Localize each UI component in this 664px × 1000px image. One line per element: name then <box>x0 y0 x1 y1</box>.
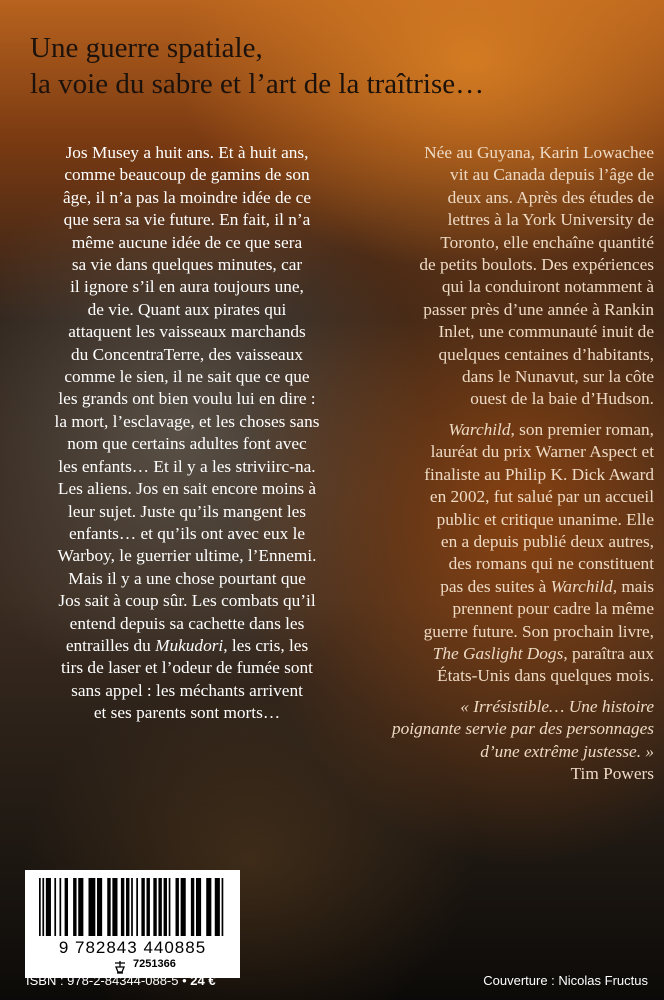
synopsis-line: les grands ont bien voulu lui en dire : <box>58 389 316 409</box>
barcode-bar <box>169 878 171 936</box>
barcode-bar <box>206 878 211 936</box>
synopsis-line: les enfants… Et il y a les striviirc-na. <box>58 456 316 476</box>
review-line: « Irrésistible… Une histoire <box>460 696 654 716</box>
bio-line: quelques centaines d’habitants, <box>438 344 654 364</box>
synopsis-line: âge, il n’a pas la moindre idée de ce <box>62 187 312 207</box>
isbn-text: ISBN : 978-2-84344-088-5 <box>26 973 179 988</box>
bio-line: pas des suites à Warchild, mais <box>440 576 654 596</box>
bio-line: en a depuis publié deux autres, <box>440 531 654 551</box>
synopsis-line: la mort, l’esclavage, et les choses sans <box>54 411 320 431</box>
ean-number: 9 782843 440885 <box>58 938 207 957</box>
bio-line: deux ans. Après des études de <box>447 187 654 207</box>
bio-line: Inlet, une communauté inuit de <box>438 322 654 342</box>
barcode-bar <box>164 878 167 936</box>
synopsis-line: entend depuis sa cachette dans les <box>69 613 305 633</box>
book-title: Mukudori <box>155 635 224 655</box>
bio-line: en 2002, fut salué par un accueil <box>429 487 654 507</box>
barcode-bar <box>59 878 61 936</box>
barcode-bar <box>46 878 51 936</box>
cover-credit: Couverture : Nicolas Fructus <box>483 973 648 988</box>
barcode-bar <box>97 878 102 936</box>
barcode-bar <box>112 878 117 936</box>
synopsis-line: enfants… et qu’ils ont avec eux le <box>68 523 306 543</box>
review-quote <box>352 696 654 763</box>
bio-line: prennent pour cadre la même <box>452 599 654 619</box>
synopsis-line: leur sujet. Juste qu’ils mangent les <box>67 501 307 521</box>
price: 24 € <box>190 973 216 988</box>
synopsis-line: et ses parents sont morts… <box>93 703 281 723</box>
barcode-bar <box>136 878 138 936</box>
bio-line: lauréat du prix Warner Aspect et <box>430 442 654 462</box>
product-code: 7251366 <box>133 958 176 970</box>
synopsis-line: nom que certains adultes font avec <box>67 434 307 454</box>
book-title: Warchild <box>550 576 613 596</box>
bio-line: vit au Canada depuis l’âge de <box>450 165 654 185</box>
synopsis-line: Jos sait à coup sûr. Les combats qu’il <box>58 591 316 611</box>
barcode-bar <box>181 878 186 936</box>
barcode-bar <box>153 878 156 936</box>
barcode-bar <box>147 878 150 936</box>
synopsis-line: Mais il y a une chose pourtant que <box>68 568 306 588</box>
bio-line: Warchild, son premier roman, <box>448 419 654 439</box>
paragraph-gap <box>352 688 654 696</box>
bio-line: public et critique unanime. Elle <box>436 509 654 529</box>
synopsis-line: Les aliens. Jos en sait encore moins à <box>57 479 317 499</box>
review-line: poignante servie par des personnages <box>391 719 654 739</box>
synopsis-line: Warboy, le guerrier ultime, l’Ennemi. <box>57 546 317 566</box>
barcode-bar <box>54 878 56 936</box>
barcode-bar <box>191 878 194 936</box>
bio-line: passer près d’une année à Rankin <box>423 299 654 319</box>
barcode-bar <box>121 878 124 936</box>
synopsis-line: Jos Musey a huit ans. Et à huit ans, <box>65 143 309 162</box>
review-attribution: Tim Powers <box>570 763 654 783</box>
synopsis-line: sans appel : les méchants arrivent <box>71 680 303 700</box>
synopsis-line: entrailles du Mukudori, les cris, les <box>65 635 309 655</box>
bio-line: qui la conduiront notamment à <box>441 277 654 297</box>
synopsis-line: comme beaucoup de gamins de son <box>64 165 310 185</box>
bio-line: Toronto, elle enchaîne quantité <box>440 232 654 252</box>
barcode-bar <box>73 878 76 936</box>
bio-line: finaliste au Philip K. Dick Award <box>424 464 654 484</box>
synopsis-line: que sera sa vie future. En fait, il n’a <box>63 210 311 230</box>
barcode-bar <box>196 878 201 936</box>
synopsis-line: il ignore s’il en aura toujours une, <box>70 277 304 297</box>
barcode-bar <box>131 878 133 936</box>
paragraph-gap <box>352 411 654 419</box>
bio-line: Née au Guyana, Karin Lowachee <box>424 143 654 162</box>
synopsis-line: sa vie dans quelques minutes, car <box>71 255 303 275</box>
barcode-icon <box>33 878 232 940</box>
bio-line: guerre future. Son prochain livre, <box>423 621 654 641</box>
bio-line: lettres à la York University de <box>447 210 654 230</box>
synopsis-line: tirs de laser et l’odeur de fumée sont <box>61 658 313 678</box>
tagline-line: Une guerre spatiale, <box>30 32 263 64</box>
bio-line: de petits boulots. Des expériences <box>419 255 654 275</box>
bio-line: dans le Nunavut, sur la côte <box>462 367 654 387</box>
synopsis-line: comme le sien, il ne sait que ce que <box>64 367 310 387</box>
synopsis-line: du ConcentraTerre, des vaisseaux <box>71 344 303 364</box>
barcode-bar <box>215 878 220 936</box>
barcode-bar <box>176 878 179 936</box>
barcode-bar <box>88 878 95 936</box>
barcode-bar <box>107 878 110 936</box>
barcode-bar <box>158 878 161 936</box>
bio-line: des romans qui ne constituent <box>448 554 654 574</box>
barcode-bar <box>141 878 144 936</box>
synopsis <box>26 142 348 725</box>
synopsis-line: même aucune idée de ce que sera <box>71 232 303 252</box>
book-title: The Gaslight Dogs <box>432 643 564 663</box>
barcode-bar <box>39 878 41 936</box>
barcode-bar <box>42 878 44 936</box>
tagline <box>30 30 640 102</box>
publisher-logo-icon <box>113 960 127 974</box>
barcode-panel <box>25 870 240 978</box>
tagline-line: la voie du sabre et l’art de la traîtrise… <box>30 68 485 100</box>
bio-line: États-Unis dans quelques mois. <box>437 666 654 686</box>
book-title: Warchild <box>448 419 511 439</box>
author-bio <box>352 142 654 785</box>
bio-line: The Gaslight Dogs, paraîtra aux <box>432 643 654 663</box>
bio-line: ouest de la baie d’Hudson. <box>470 389 654 409</box>
barcode-bar <box>78 878 83 936</box>
review-line: d’une extrême justesse. » <box>480 741 654 761</box>
barcode-bar <box>126 878 129 936</box>
barcode-bar <box>65 878 68 936</box>
barcode-bar <box>222 878 224 936</box>
synopsis-line: de vie. Quant aux pirates qui <box>87 299 287 319</box>
synopsis-line: attaquent les vaisseaux marchands <box>68 322 306 342</box>
isbn-price <box>26 973 216 988</box>
separator-dot: • <box>182 973 187 988</box>
